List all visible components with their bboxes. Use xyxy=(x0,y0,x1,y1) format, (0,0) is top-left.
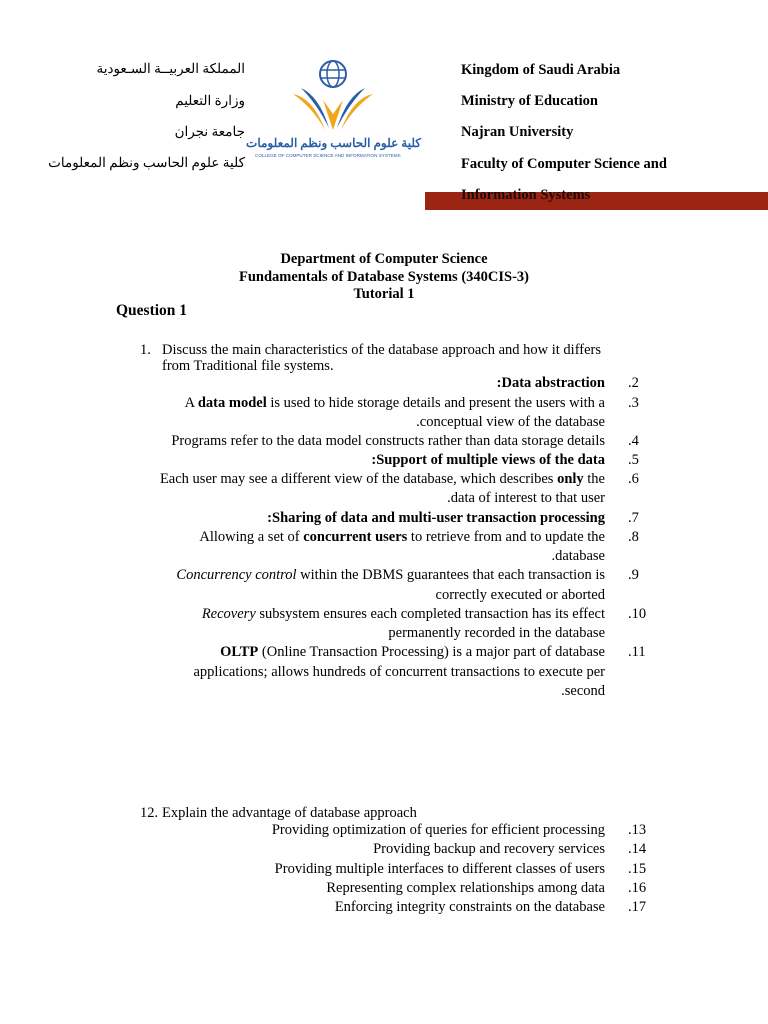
item-3-number: .3 xyxy=(628,395,639,411)
item-5-number: .5 xyxy=(628,452,639,468)
item-8-number: .8 xyxy=(628,529,639,545)
item-14-text: Providing backup and recovery services xyxy=(373,841,605,857)
department-title: Department of Computer Science xyxy=(280,251,488,267)
item-1-number: 1. xyxy=(140,342,151,358)
item-10-number: .10 xyxy=(628,606,647,622)
item-10-line1: Recovery subsystem ensures each completed transaction has its effect xyxy=(201,606,605,622)
item-11-line1: OLTP (Online Transaction Processing) is a major part of database xyxy=(220,644,605,660)
item-6-number: .6 xyxy=(628,471,639,487)
logo-arabic-text: كلية علوم الحاسب ونظم المعلومات xyxy=(246,136,421,150)
item-1-line2: from Traditional file systems. xyxy=(162,358,334,374)
item-13-text: Providing optimization of queries for efficient processing xyxy=(271,822,605,838)
item-8-line2: .database xyxy=(551,548,605,564)
item-11-line2: applications; allows hundreds of concurrent transactions to execute per xyxy=(193,664,605,680)
arabic-faculty: كلية علوم الحاسب ونظم المعلومات xyxy=(48,155,245,170)
item-13-number: .13 xyxy=(628,822,647,838)
english-kingdom: Kingdom of Saudi Arabia xyxy=(461,62,621,78)
item-2-number: .2 xyxy=(628,375,639,391)
arabic-university: جامعة نجران xyxy=(174,124,245,139)
college-logo xyxy=(246,58,423,163)
college-emblem-icon xyxy=(253,58,423,138)
item-6-line1: Each user may see a different view of the database, which describes only the xyxy=(159,471,605,487)
item-9-number: .9 xyxy=(628,567,639,583)
item-4-number: .4 xyxy=(628,433,639,449)
english-faculty-cont: Information Systems xyxy=(461,187,591,203)
item-3-line2: .conceptual view of the database xyxy=(416,414,605,430)
english-ministry: Ministry of Education xyxy=(461,93,598,109)
item-10-line2: permanently recorded in the database xyxy=(388,625,605,641)
item-1-line1: Discuss the main characteristics of the database approach and how it differs xyxy=(162,342,602,358)
english-faculty: Faculty of Computer Science and xyxy=(461,156,667,172)
item-16-number: .16 xyxy=(628,880,647,896)
item-4-text: Programs refer to the data model constructs rather than data storage details xyxy=(171,433,605,449)
item-11-line3: .second xyxy=(561,683,605,699)
logo-english-text: COLLEGE OF COMPUTER SCIENCE AND INFORMATION SYSTEMS xyxy=(255,153,401,158)
item-2-text: :Data abstraction xyxy=(496,375,605,391)
arabic-kingdom: المملكة العربيــة السـعودية xyxy=(96,61,245,76)
item-9-line2: correctly executed or aborted xyxy=(435,587,605,603)
item-12-number: 12. xyxy=(140,805,159,821)
item-14-number: .14 xyxy=(628,841,647,857)
tutorial-title: Tutorial 1 xyxy=(353,286,415,302)
item-15-text: Providing multiple interfaces to different classes of users xyxy=(274,861,605,877)
item-7-number: .7 xyxy=(628,510,639,526)
item-8-line1: Allowing a set of concurrent users to retrieve from and to update the xyxy=(199,529,605,545)
item-5-text: :Support of multiple views of the data xyxy=(371,452,605,468)
course-title: Fundamentals of Database Systems (340CIS-3) xyxy=(238,269,529,285)
item-3-line1: A data model is used to hide storage details and present the users with a xyxy=(184,395,605,411)
item-17-text: Enforcing integrity constraints on the database xyxy=(334,899,605,915)
arabic-ministry: وزارة التعليم xyxy=(175,93,245,108)
item-7-text: :Sharing of data and multi-user transaction processing xyxy=(267,510,605,526)
item-16-text: Representing complex relationships among data xyxy=(326,880,605,896)
item-12-text: Explain the advantage of database approach xyxy=(162,805,417,821)
item-9-line1: Concurrency control within the DBMS guarantees that each transaction is xyxy=(176,567,605,583)
item-6-line2: .data of interest to that user xyxy=(447,490,605,506)
item-17-number: .17 xyxy=(628,899,647,915)
item-11-number: .11 xyxy=(628,644,646,660)
item-15-number: .15 xyxy=(628,861,647,877)
english-university: Najran University xyxy=(461,124,574,140)
question-heading: Question 1 xyxy=(116,302,188,319)
